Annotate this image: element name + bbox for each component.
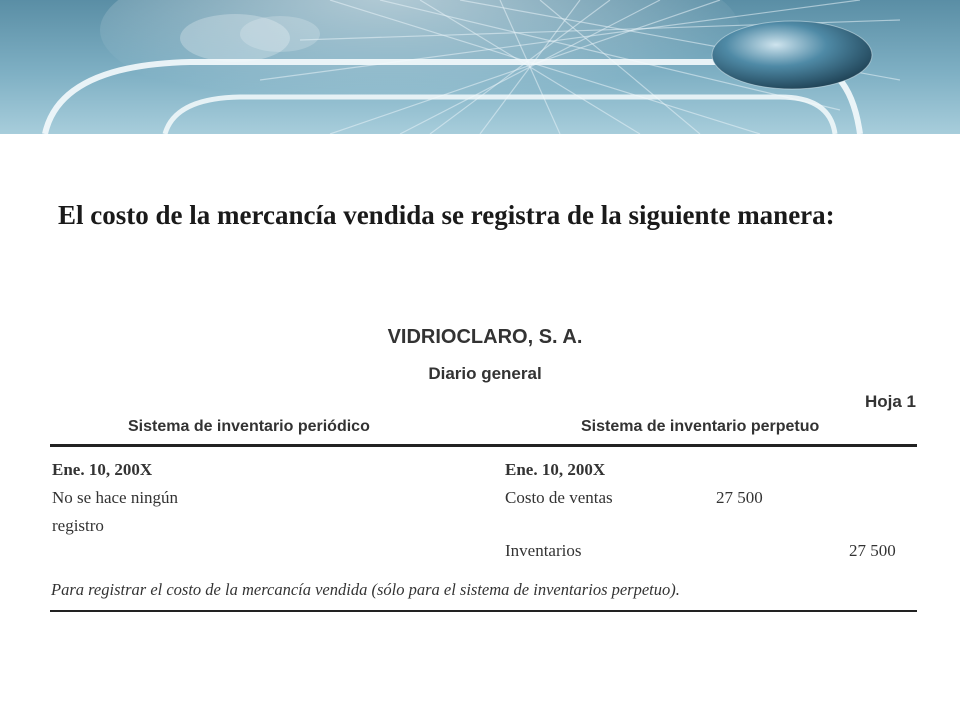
journal-title: Diario general [428, 364, 542, 383]
column-header-perpetual: Sistema de inventario perpetuo [581, 418, 820, 435]
column-header-periodic: Sistema de inventario periódico [128, 418, 370, 435]
periodic-note-line-1: No se hace ningún [52, 488, 179, 507]
perpetual-date: Ene. 10, 200X [505, 460, 606, 479]
banner-graphic [0, 0, 960, 134]
table-top-rule [50, 444, 917, 447]
credit-amount: 27 500 [849, 541, 896, 560]
company-name: VIDRIOCLARO, S. A. [387, 326, 583, 348]
sheet-number: Hoja 1 [864, 392, 916, 411]
entry-explanation: Para registrar el costo de la mercancía vendida (sólo para el sistema de inventarios perpetuo). [51, 580, 680, 599]
credit-account: Inventarios [505, 541, 582, 560]
intro-text: El costo de la mercancía vendida se registra de la siguiente manera: [58, 200, 835, 230]
periodic-date: Ene. 10, 200X [52, 460, 153, 479]
debit-account: Costo de ventas [505, 488, 613, 507]
header-banner [0, 0, 960, 134]
periodic-note-line-2: registro [52, 516, 104, 535]
table-bottom-rule [50, 610, 917, 612]
debit-amount: 27 500 [716, 488, 763, 507]
